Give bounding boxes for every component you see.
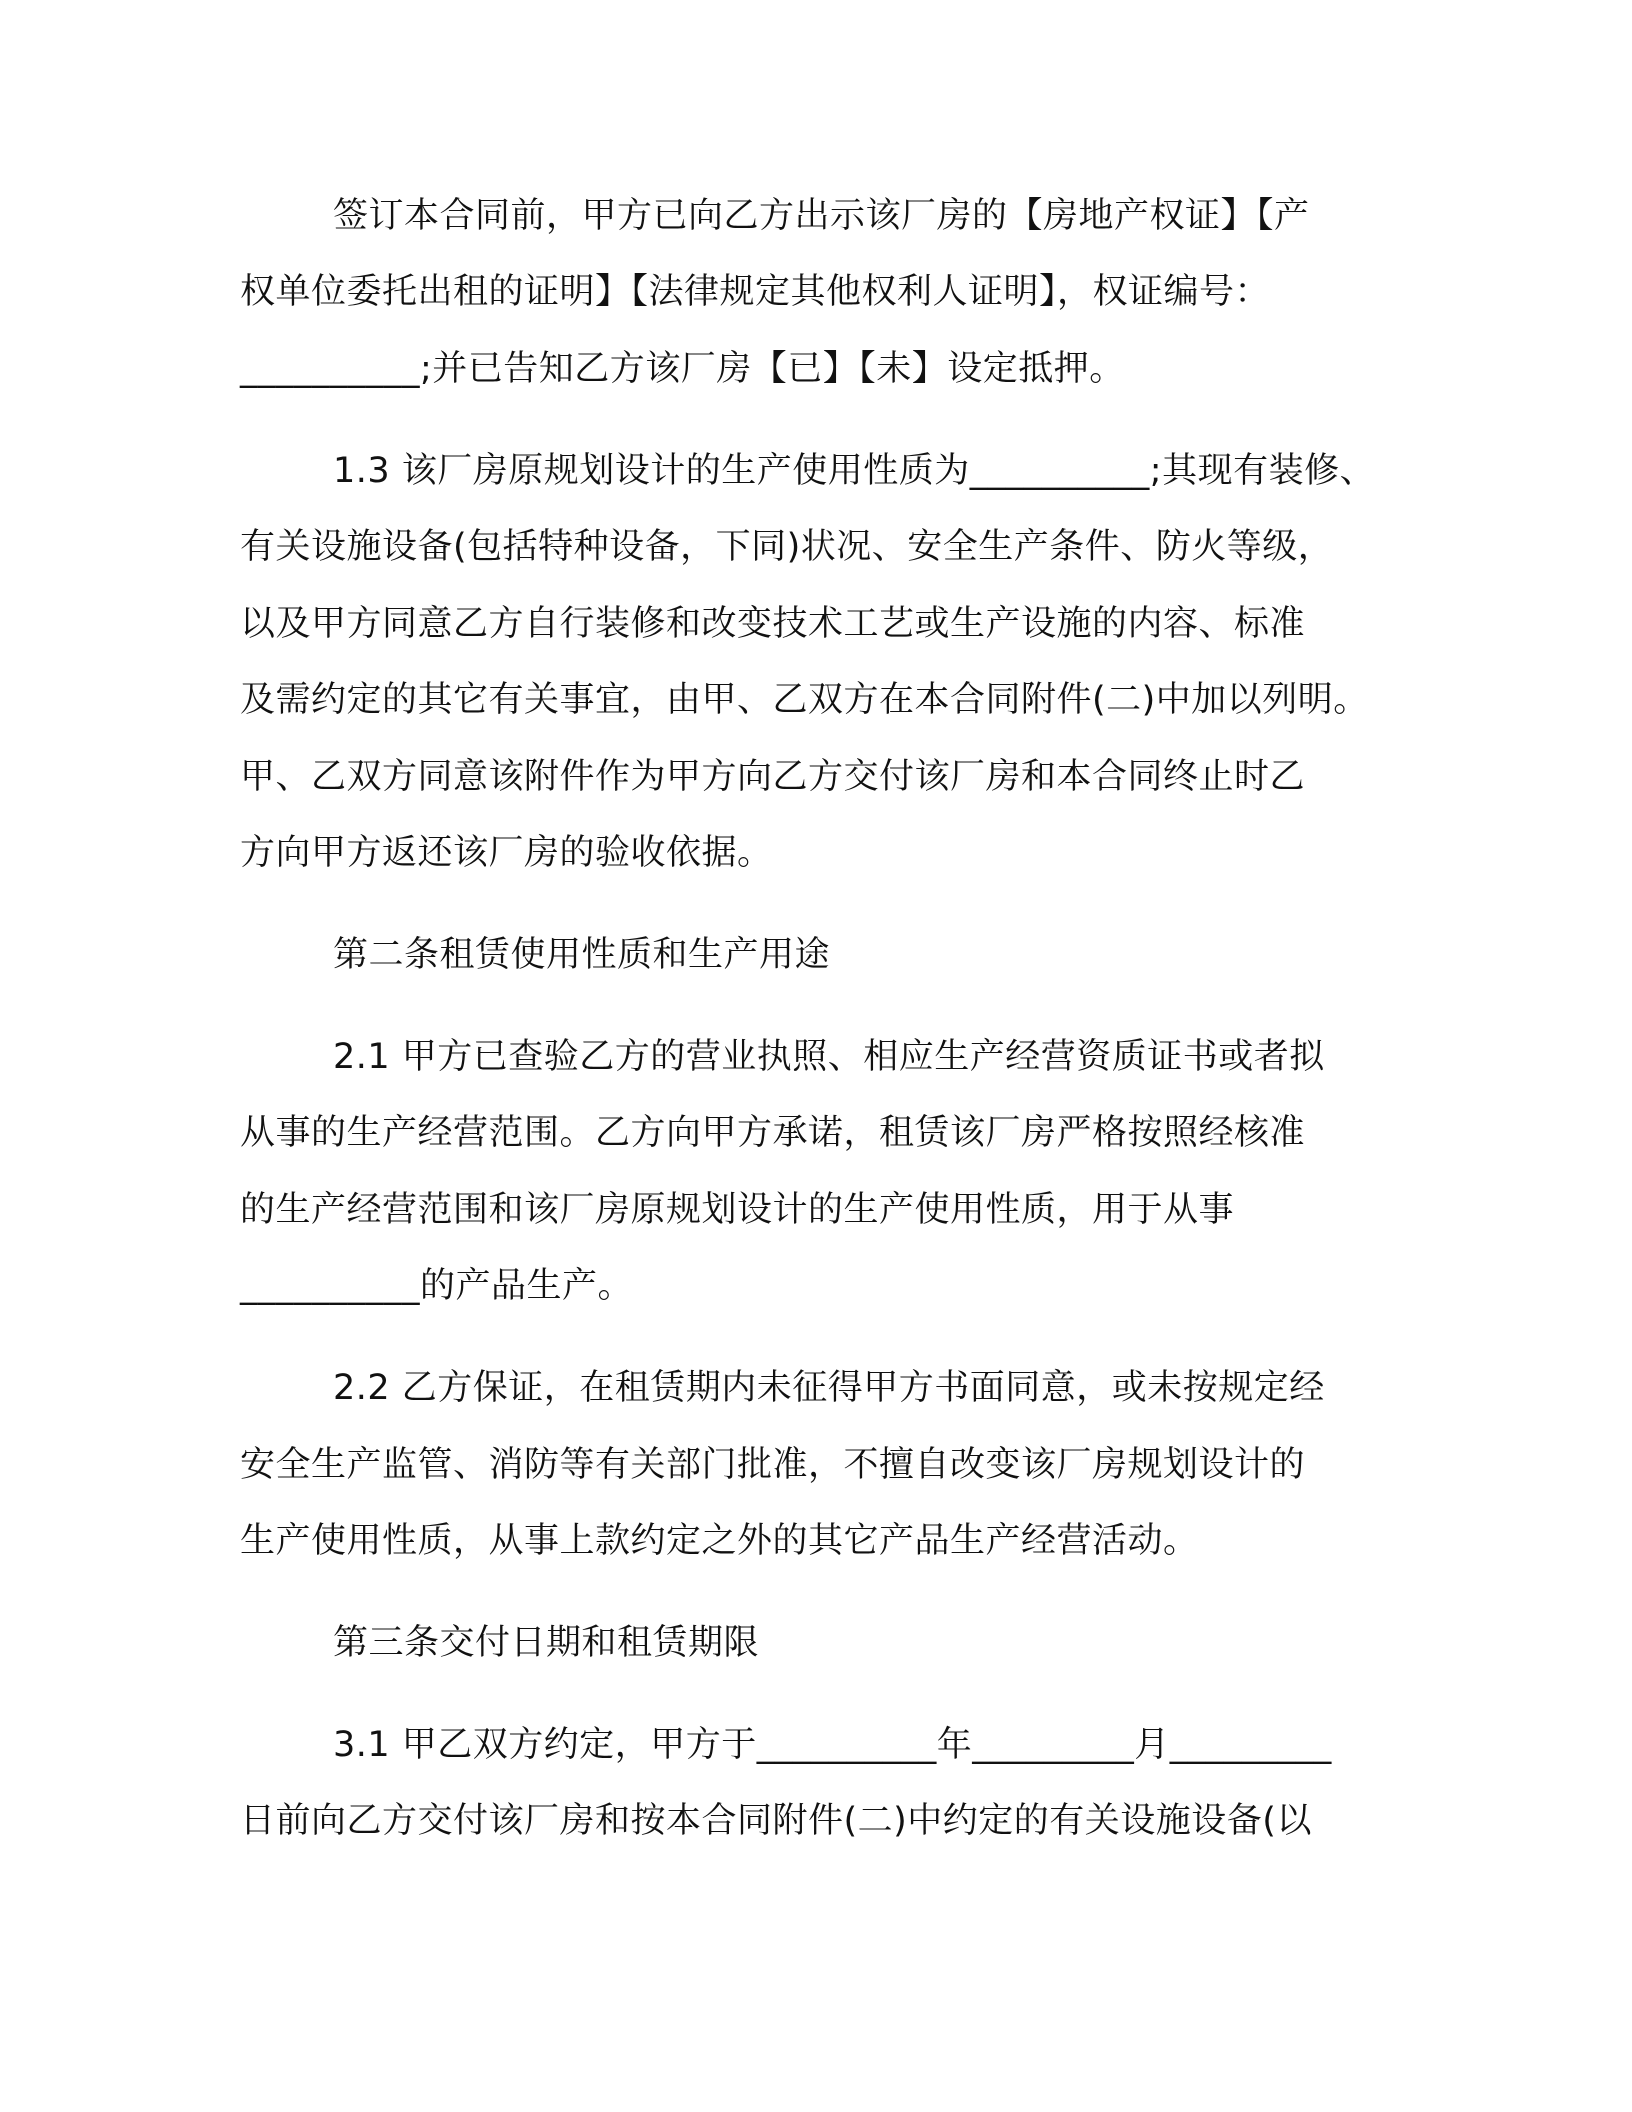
text-line: 及需约定的其它有关事宜，由甲、乙双方在本合同附件(二)中加以列明。	[240, 680, 1369, 720]
text-line: __________的产品生产。	[240, 1266, 634, 1306]
text-line: 1.3 该厂房原规划设计的生产使用性质为__________;其现有装修、	[333, 451, 1376, 491]
section-heading: 第三条交付日期和租赁期限	[333, 1623, 760, 1663]
text-line: 安全生产监管、消防等有关部门批准，不擅自改变该厂房规划设计的	[240, 1445, 1306, 1485]
text-line: 日前向乙方交付该厂房和按本合同附件(二)中约定的有关设施设备(以	[240, 1801, 1312, 1841]
text-line: 生产使用性质，从事上款约定之外的其它产品生产经营活动。	[240, 1521, 1199, 1561]
text-line: 2.1 甲方已查验乙方的营业执照、相应生产经营资质证书或者拟	[333, 1037, 1325, 1077]
section-heading: 第二条租赁使用性质和生产用途	[333, 935, 831, 975]
text-line: __________;并已告知乙方该厂房【已】【未】设定抵押。	[240, 349, 1125, 389]
text-line: 2.2 乙方保证，在租赁期内未征得甲方书面同意，或未按规定经	[333, 1368, 1325, 1408]
text-line: 以及甲方同意乙方自行装修和改变技术工艺或生产设施的内容、标准	[240, 604, 1306, 644]
text-line: 从事的生产经营范围。乙方向甲方承诺，租赁该厂房严格按照经核准	[240, 1113, 1306, 1153]
text-line: 有关设施设备(包括特种设备，下同)状况、安全生产条件、防火等级，	[240, 527, 1334, 567]
text-line: 的生产经营范围和该厂房原规划设计的生产使用性质，用于从事	[240, 1190, 1235, 1230]
text-line: 3.1 甲乙双方约定，甲方于__________年_________月_________	[333, 1725, 1332, 1765]
text-line: 方向甲方返还该厂房的验收依据。	[240, 833, 773, 873]
text-line: 权单位委托出租的证明】【法律规定其他权利人证明】，权证编号：	[240, 272, 1271, 312]
text-line: 甲、乙双方同意该附件作为甲方向乙方交付该厂房和本合同终止时乙	[240, 757, 1306, 797]
text-line: 签订本合同前，甲方已向乙方出示该厂房的【房地产权证】【产	[333, 196, 1310, 236]
